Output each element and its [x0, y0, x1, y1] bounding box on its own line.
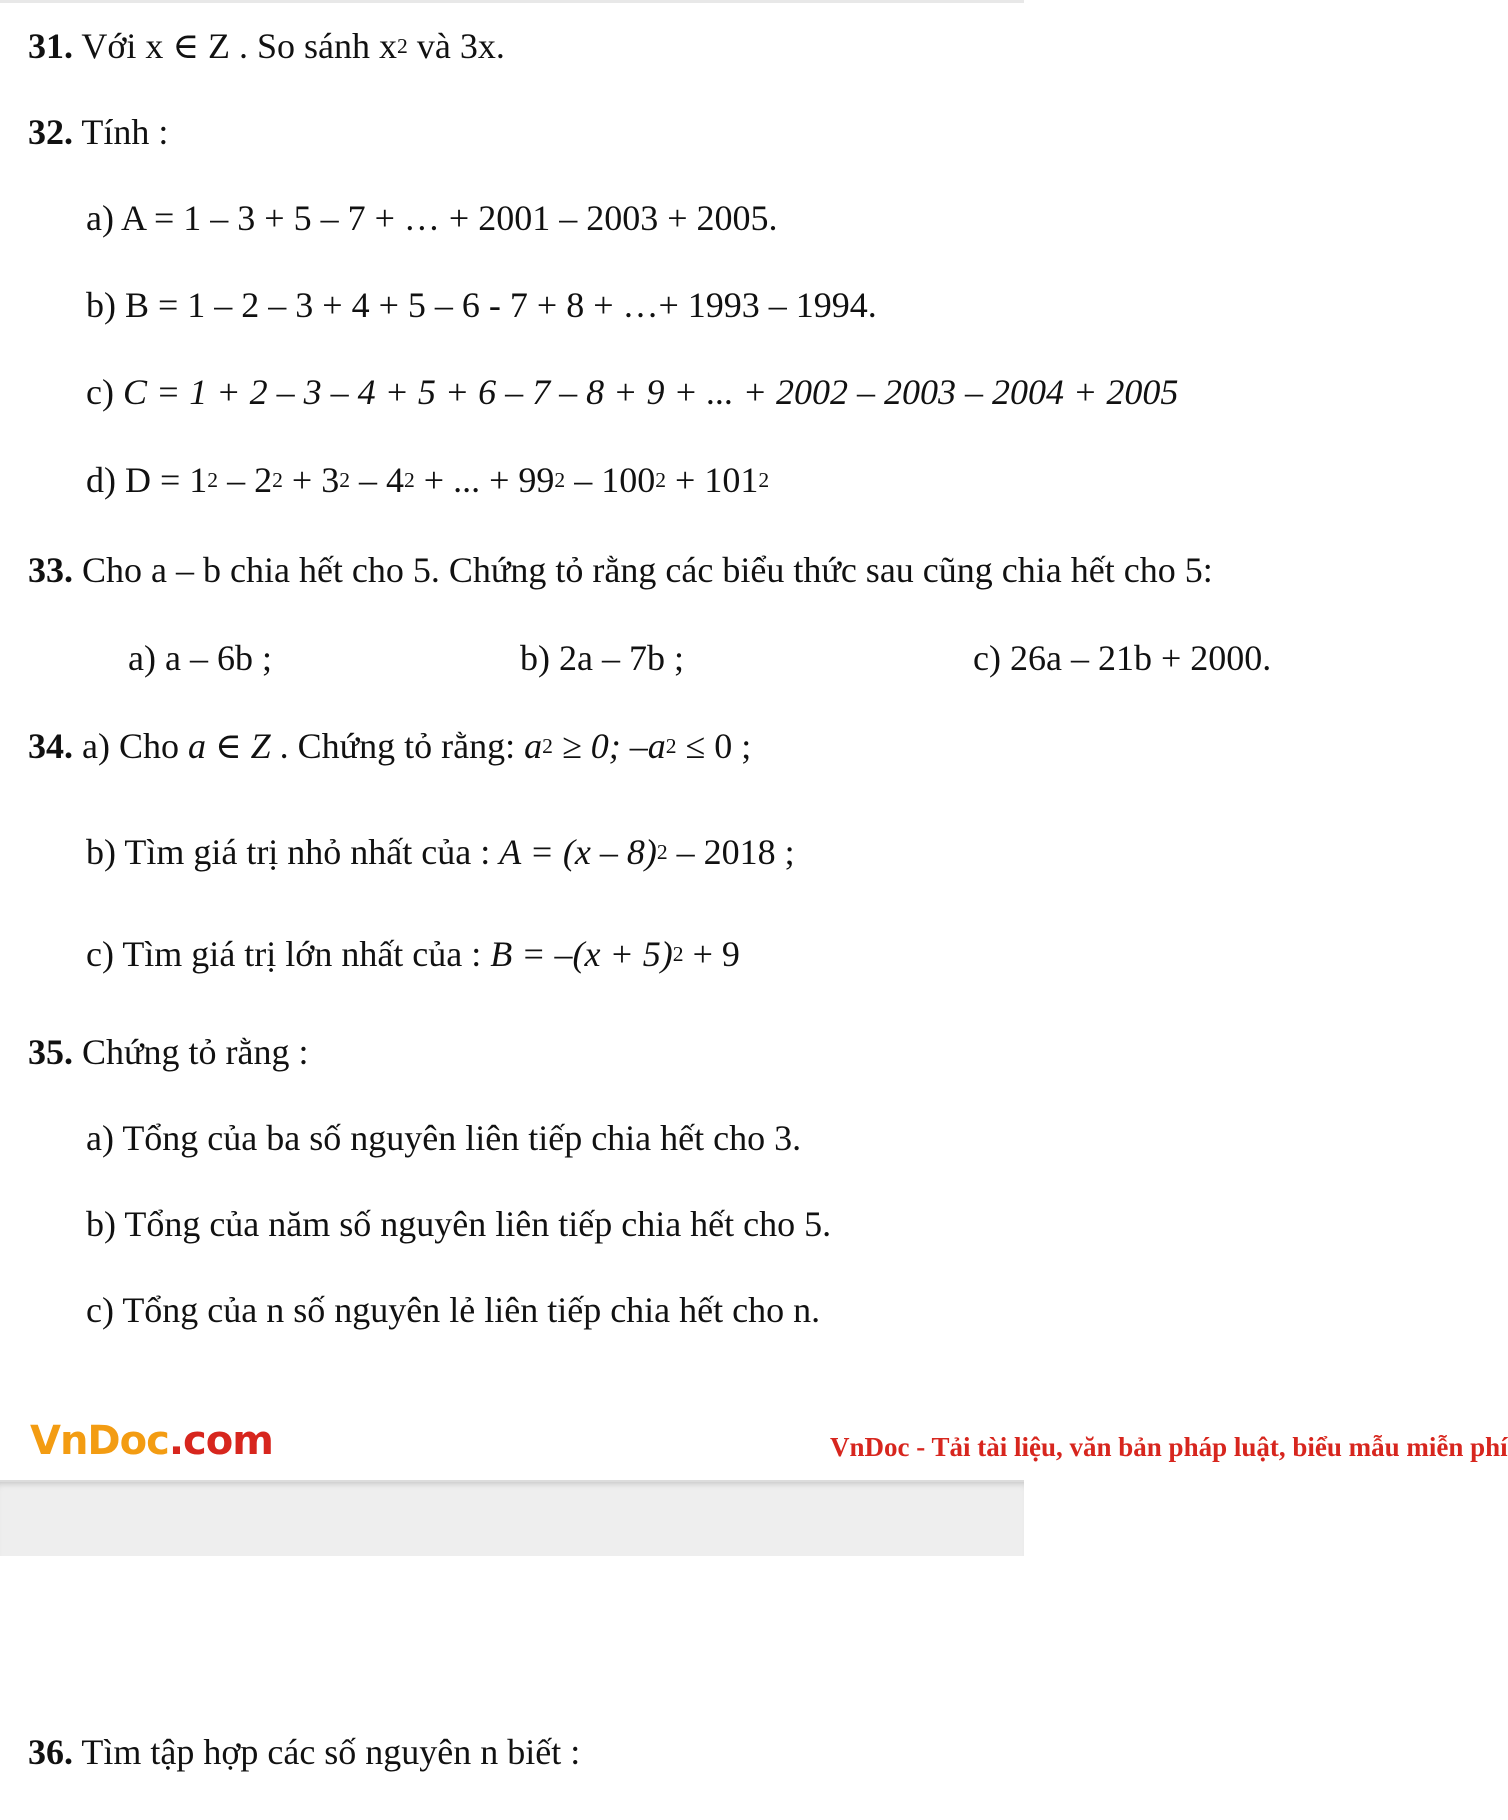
exercise-35-c: c) Tổng của n số nguyên lẻ liên tiếp chia hết cho n. [86, 1290, 821, 1330]
exercise-number: 32. [28, 112, 73, 152]
exercise-number: 33. [28, 550, 73, 590]
part-c-text: c) Tìm giá trị lớn nhất của : [86, 934, 491, 974]
d-term-1-op: – [218, 460, 255, 500]
logo-com: .com [168, 1418, 273, 1464]
exercise-35-b: b) Tổng của năm số nguyên liên tiếp chia hết cho 5. [86, 1204, 832, 1244]
exercise-32-b: b) B = 1 – 2 – 3 + 4 + 5 – 6 - 7 + 8 + …+ 1993 – 1994. [86, 285, 877, 325]
exercise-32-d [86, 458, 769, 502]
d-term-6-exp: 2 [655, 467, 666, 492]
expression-c: C = 1 + 2 – 3 – 4 + 5 + 6 – 7 – 8 + 9 + ... + 2002 – 2003 – 2004 + 2005 [122, 372, 1179, 412]
footer-tagline[interactable]: VnDoc - Tải tài liệu, văn bản pháp luật, biểu mẫu miễn phí [830, 1432, 1508, 1462]
exercise-36-heading: Tìm tập hợp các số nguyên n biết : [73, 1732, 581, 1772]
d-term-2-op: + [282, 460, 322, 500]
exercise-34-a [28, 724, 751, 768]
part-a-text: a) Cho [73, 726, 188, 766]
d-term-2-exp: 2 [272, 467, 283, 492]
vndoc-logo[interactable] [30, 1418, 273, 1464]
item-label: d) D = [86, 460, 190, 500]
exercise-31-text: Với x ∈ Z . So sánh x [73, 26, 398, 66]
page-top-rule [0, 0, 1024, 3]
page-separator [0, 1480, 1024, 1558]
set-membership: a ∈ Z [187, 726, 271, 766]
expression-b: B = –(x + 5) [490, 934, 673, 974]
inequality-1-base: a [524, 726, 543, 766]
exercise-32-a: a) A = 1 – 3 + 5 – 7 + … + 2001 – 2003 + 2005. [86, 198, 778, 238]
d-term-1-base: 1 [189, 460, 208, 500]
expression-a-exp: 2 [656, 839, 668, 864]
inequality-1-exp: 2 [542, 733, 553, 758]
d-term-1-exp: 2 [207, 467, 219, 492]
part-a-mid: . Chứng tỏ rằng: [270, 726, 525, 766]
exercise-32-c [86, 370, 1178, 414]
exercise-36-title [28, 1730, 580, 1774]
d-term-6-op: + [666, 460, 705, 500]
d-term-3-exp: 2 [339, 467, 350, 492]
exercise-32-title [28, 110, 168, 154]
exponent: 2 [397, 33, 408, 58]
d-term-4-exp: 2 [404, 467, 415, 492]
exercise-number: 36. [28, 1732, 73, 1772]
exercise-33-b: b) 2a – 7b ; [520, 638, 684, 678]
exercise-number: 34. [28, 726, 73, 766]
expression-a: A = (x – 8) [499, 832, 657, 872]
expression-a-rest: – 2018 ; [667, 832, 795, 872]
exercise-33-text: Cho a – b chia hết cho 5. Chứng tỏ rằng các biểu thức sau cũng chia hết cho 5: [73, 550, 1213, 590]
inequality-2-exp: 2 [665, 733, 677, 758]
exercise-33 [28, 548, 1213, 592]
exercise-number: 31. [28, 26, 73, 66]
exercise-33-a: a) a – 6b ; [128, 638, 272, 678]
d-term-6-base: 100 [601, 460, 656, 500]
exercise-31 [28, 24, 505, 68]
d-term-4-op: + ... + [414, 460, 519, 500]
exercise-34-b [86, 830, 795, 874]
exercise-32-heading: Tính : [73, 112, 169, 152]
exercise-35-a: a) Tổng của ba số nguyên liên tiếp chia hết cho 3. [86, 1118, 802, 1158]
exercise-34-c [86, 932, 740, 976]
d-term-7-exp: 2 [758, 467, 770, 492]
exercise-number: 35. [28, 1032, 73, 1072]
expression-b-exp: 2 [672, 941, 684, 966]
d-term-5-base: 99 [518, 460, 555, 500]
inequality-1-rest: ≥ 0; –a [552, 726, 666, 766]
exercise-35-title [28, 1030, 309, 1074]
exercise-31-tail: và 3x. [407, 26, 505, 66]
d-term-2-base: 2 [254, 460, 273, 500]
exercise-33-c: c) 26a – 21b + 2000. [973, 638, 1272, 678]
d-term-3-base: 3 [321, 460, 340, 500]
d-term-7-base: 101 [704, 460, 759, 500]
d-term-4-base: 4 [386, 460, 404, 500]
expression-b-rest: + 9 [683, 934, 740, 974]
inequality-2-rest: ≤ 0 ; [676, 726, 752, 766]
exercise-35-heading: Chứng tỏ rằng : [73, 1032, 309, 1072]
part-b-text: b) Tìm giá trị nhỏ nhất của : [86, 832, 500, 872]
item-label: c) [86, 372, 123, 412]
logo-vn: VnDoc [30, 1418, 169, 1464]
d-term-3-op: – [350, 460, 386, 500]
d-term-5-op: – [565, 460, 602, 500]
d-term-5-exp: 2 [554, 467, 566, 492]
document-page-2 [0, 1556, 1024, 1820]
